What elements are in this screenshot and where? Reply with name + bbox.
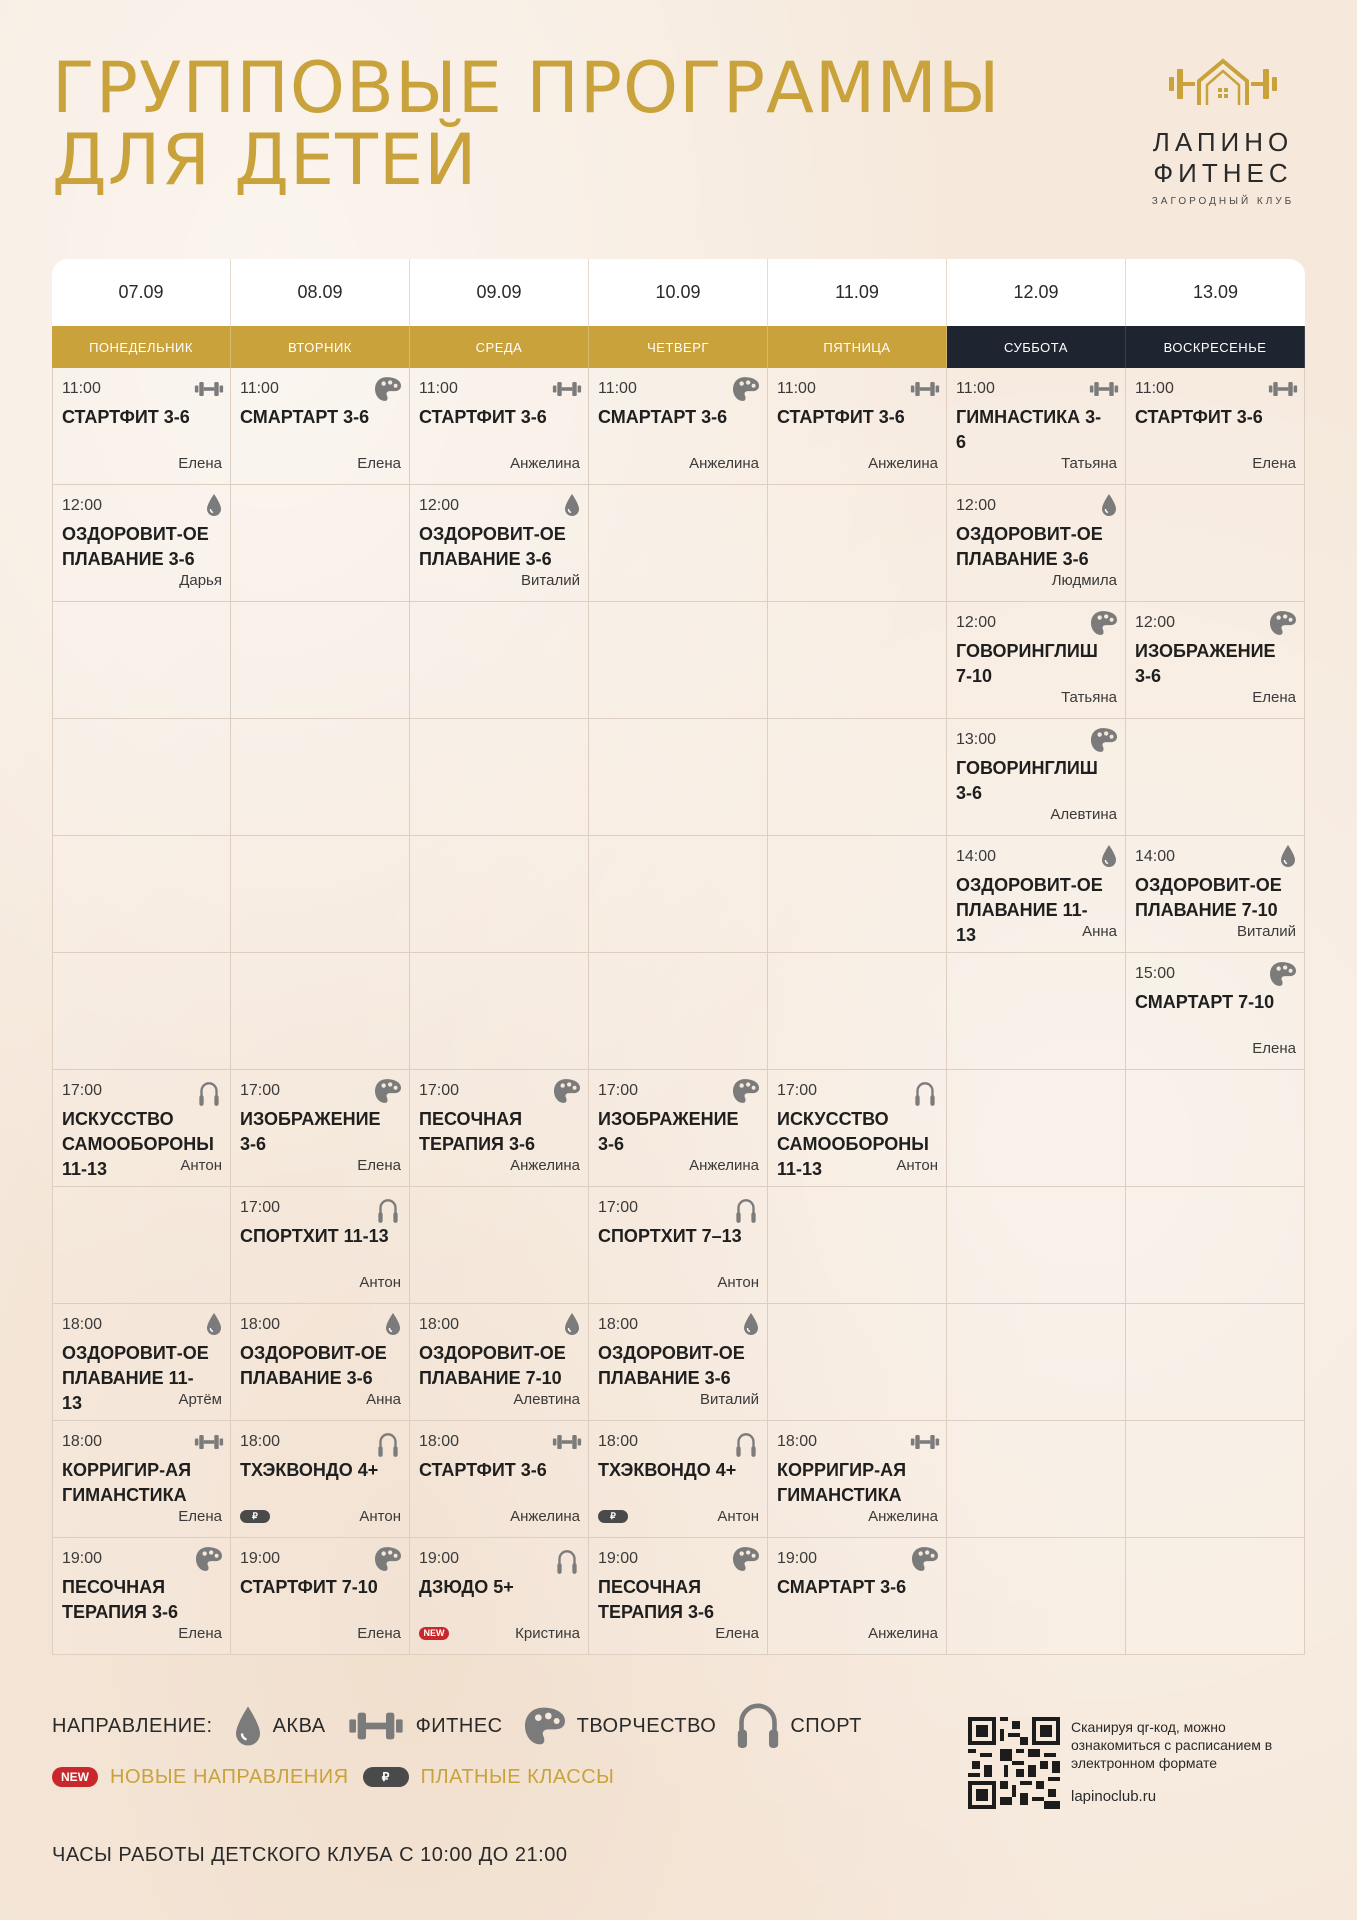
empty-cell: [1126, 1070, 1305, 1187]
website-link[interactable]: lapinoclub.ru: [1071, 1788, 1157, 1805]
drop-icon: [194, 493, 224, 519]
logo-text-1: ЛАПИНО: [1152, 127, 1294, 157]
new-badge: NEW: [419, 1627, 449, 1640]
empty-cell: [768, 719, 947, 836]
class-title: ОЗДОРОВИТ-ОЕ ПЛАВАНИЕ 3-6: [62, 524, 209, 569]
palette-icon: [373, 1078, 403, 1104]
empty-cell: [231, 836, 410, 953]
date-header: 11.09: [768, 259, 947, 326]
class-card[interactable]: [589, 1187, 768, 1304]
class-time: 18:00: [62, 1433, 103, 1450]
class-card[interactable]: [589, 1070, 768, 1187]
class-trainer: Елена: [357, 1157, 401, 1174]
class-time: 18:00: [419, 1316, 460, 1333]
class-trainer: Елена: [357, 455, 401, 472]
class-title: ОЗДОРОВИТ-ОЕ ПЛАВАНИЕ 3-6: [240, 1343, 387, 1388]
dumbbell-icon: [552, 376, 582, 402]
class-time: 15:00: [1135, 965, 1176, 982]
class-card[interactable]: [947, 602, 1126, 719]
empty-cell: [231, 602, 410, 719]
class-card[interactable]: [1126, 953, 1305, 1070]
class-title: ПЕСОЧНАЯ ТЕРАПИЯ 3-6: [62, 1577, 179, 1622]
drop-icon: [194, 1312, 224, 1338]
class-title: СМАРТАРТ 3-6: [777, 1577, 907, 1597]
legend: [52, 1700, 952, 1860]
headphones-icon: [731, 1429, 761, 1455]
class-trainer: Виталий: [1237, 923, 1296, 940]
class-trainer: Виталий: [521, 572, 580, 589]
class-title: ОЗДОРОВИТ-ОЕ ПЛАВАНИЕ 11-13: [62, 1343, 209, 1413]
class-trainer: Алевтина: [513, 1391, 580, 1408]
logo-text-2: ФИТНЕС: [1153, 158, 1293, 188]
empty-cell: [589, 719, 768, 836]
class-title: ИСКУССТВО САМООБОРОНЫ 11-13: [777, 1109, 929, 1179]
class-trainer: Елена: [1252, 689, 1296, 706]
empty-cell: [1126, 1304, 1305, 1421]
class-card[interactable]: [410, 1304, 589, 1421]
class-trainer: Татьяна: [1061, 689, 1117, 706]
legend-aqua: [233, 1703, 326, 1749]
class-time: 11:00: [1135, 380, 1174, 397]
date-header: 07.09: [52, 259, 231, 326]
legend-fitness-label: ФИТНЕС: [415, 1714, 503, 1737]
dumbbell-icon: [1268, 376, 1298, 402]
class-card[interactable]: [947, 836, 1126, 953]
class-trainer: Антон: [359, 1508, 401, 1525]
class-title: ОЗДОРОВИТ-ОЕ ПЛАВАНИЕ 3-6: [419, 524, 566, 569]
class-card[interactable]: [1126, 602, 1305, 719]
class-time: 19:00: [62, 1550, 103, 1567]
class-title: СТАРТФИТ 3-6: [62, 407, 190, 427]
class-trainer: Анжелина: [510, 1508, 580, 1525]
empty-cell: [52, 836, 231, 953]
class-time: 12:00: [956, 614, 997, 631]
schedule-grid: [52, 259, 1305, 1659]
class-time: 12:00: [62, 497, 103, 514]
drop-icon: [1089, 493, 1119, 519]
class-title: СМАРТАРТ 7-10: [1135, 992, 1275, 1012]
class-title: СТАРТФИТ 3-6: [777, 407, 905, 427]
class-trainer: Елена: [357, 1625, 401, 1642]
class-title: ИЗОБРАЖЕНИЕ 3-6: [598, 1109, 739, 1154]
palette-icon: [731, 1078, 761, 1104]
palette-icon: [523, 1706, 567, 1746]
empty-cell: [589, 836, 768, 953]
headphones-icon: [373, 1195, 403, 1221]
class-trainer: Анжелина: [510, 455, 580, 472]
class-title: ТХЭКВОНДО 4+: [598, 1460, 737, 1480]
empty-cell: [410, 719, 589, 836]
dumbbell-icon: [346, 1711, 406, 1741]
class-time: 12:00: [419, 497, 460, 514]
class-title: СТАРТФИТ 3-6: [419, 1460, 547, 1480]
class-trainer: Анжелина: [510, 1157, 580, 1174]
empty-cell: [768, 1187, 947, 1304]
class-card[interactable]: [410, 368, 589, 485]
dumbbell-icon: [194, 1429, 224, 1455]
qr-description: Сканируя qr-код, можно ознакомиться с расписанием в электронном формате: [1071, 1719, 1273, 1771]
class-time: 17:00: [240, 1199, 281, 1216]
class-trainer: Алевтина: [1050, 806, 1117, 823]
class-card[interactable]: [231, 368, 410, 485]
class-title: ГОВОРИНГЛИШ 3-6: [956, 758, 1098, 803]
empty-cell: [1126, 1421, 1305, 1538]
empty-cell: [231, 485, 410, 602]
empty-cell: [410, 953, 589, 1070]
class-card[interactable]: [768, 1070, 947, 1187]
legend-creative-label: ТВОРЧЕСТВО: [576, 1714, 717, 1737]
class-trainer: Анна: [366, 1391, 401, 1408]
paid-badge: ₽: [240, 1510, 270, 1523]
class-time: 19:00: [598, 1550, 639, 1567]
class-time: 11:00: [62, 380, 101, 397]
date-header: 10.09: [589, 259, 768, 326]
class-title: ОЗДОРОВИТ-ОЕ ПЛАВАНИЕ 7-10: [1135, 875, 1282, 920]
palette-icon: [731, 376, 761, 402]
class-trainer: Елена: [178, 455, 222, 472]
class-trainer: Антон: [180, 1157, 222, 1174]
empty-cell: [1126, 1187, 1305, 1304]
class-trainer: Елена: [715, 1625, 759, 1642]
class-card[interactable]: [52, 1538, 231, 1655]
class-trainer: Елена: [178, 1508, 222, 1525]
class-title: СМАРТАРТ 3-6: [598, 407, 728, 427]
class-time: 11:00: [419, 380, 458, 397]
club-logo: [1128, 55, 1318, 207]
paid-label: ПЛАТНЫЕ КЛАССЫ: [420, 1765, 615, 1788]
new-label: НОВЫЕ НАПРАВЛЕНИЯ: [110, 1765, 349, 1788]
class-time: 18:00: [598, 1433, 639, 1450]
legend-badges: [52, 1762, 614, 1792]
headphones-icon: [373, 1429, 403, 1455]
empty-cell: [231, 719, 410, 836]
class-card[interactable]: [231, 1304, 410, 1421]
date-header: 13.09: [1126, 259, 1305, 326]
class-title: СПОРТХИТ 7–13: [598, 1226, 742, 1246]
day-header: ПОНЕДЕЛЬНИК: [52, 326, 231, 368]
class-time: 19:00: [777, 1550, 818, 1567]
empty-cell: [947, 1538, 1126, 1655]
class-trainer: Дарья: [179, 572, 222, 589]
palette-icon: [1089, 610, 1119, 636]
legend-label: НАПРАВЛЕНИЕ:: [52, 1714, 213, 1737]
class-title: ДЗЮДО 5+: [419, 1577, 514, 1597]
palette-icon: [1089, 727, 1119, 753]
class-title: ОЗДОРОВИТ-ОЕ ПЛАВАНИЕ 3-6: [598, 1343, 745, 1388]
class-time: 18:00: [419, 1433, 460, 1450]
empty-cell: [589, 485, 768, 602]
paid-badge: ₽: [363, 1767, 409, 1787]
class-trainer: Анжелина: [868, 1625, 938, 1642]
class-time: 17:00: [777, 1082, 818, 1099]
empty-cell: [1126, 1538, 1305, 1655]
class-time: 11:00: [598, 380, 637, 397]
drop-icon: [552, 1312, 582, 1338]
empty-cell: [947, 1187, 1126, 1304]
empty-cell: [947, 1070, 1126, 1187]
day-header: СУББОТА: [947, 326, 1126, 368]
empty-cell: [589, 602, 768, 719]
class-title: СМАРТАРТ 3-6: [240, 407, 370, 427]
class-time: 17:00: [419, 1082, 460, 1099]
day-header: ВТОРНИК: [231, 326, 410, 368]
paid-badge: ₽: [598, 1510, 628, 1523]
drop-icon: [731, 1312, 761, 1338]
empty-cell: [231, 953, 410, 1070]
class-time: 19:00: [240, 1550, 281, 1567]
class-card[interactable]: [1126, 836, 1305, 953]
class-time: 11:00: [240, 380, 279, 397]
dumbbell-icon: [910, 1429, 940, 1455]
empty-cell: [768, 485, 947, 602]
empty-cell: [768, 1304, 947, 1421]
class-title: ИЗОБРАЖЕНИЕ 3-6: [240, 1109, 381, 1154]
class-title: ПЕСОЧНАЯ ТЕРАПИЯ 3-6: [598, 1577, 715, 1622]
class-time: 11:00: [777, 380, 816, 397]
headphones-icon: [194, 1078, 224, 1104]
day-header: СРЕДА: [410, 326, 589, 368]
class-time: 18:00: [240, 1316, 281, 1333]
empty-cell: [947, 1421, 1126, 1538]
class-trainer: Анжелина: [689, 455, 759, 472]
class-time: 17:00: [598, 1082, 639, 1099]
palette-icon: [194, 1546, 224, 1572]
class-card[interactable]: [768, 1421, 947, 1538]
qr-code[interactable]: [968, 1717, 1060, 1809]
drop-icon: [233, 1703, 263, 1749]
class-title: ИСКУССТВО САМООБОРОНЫ 11-13: [62, 1109, 214, 1179]
class-trainer: Антон: [359, 1274, 401, 1291]
class-trainer: Анна: [1082, 923, 1117, 940]
dumbbell-icon: [910, 376, 940, 402]
title-line-2: ДЛЯ ДЕТЕЙ: [52, 119, 478, 201]
dumbbell-icon: [1089, 376, 1119, 402]
class-card[interactable]: [410, 485, 589, 602]
class-trainer: Елена: [1252, 455, 1296, 472]
class-card[interactable]: [1126, 368, 1305, 485]
palette-icon: [910, 1546, 940, 1572]
empty-cell: [52, 719, 231, 836]
class-time: 12:00: [956, 497, 997, 514]
class-card[interactable]: [52, 1070, 231, 1187]
empty-cell: [52, 953, 231, 1070]
class-trainer: Анжелина: [689, 1157, 759, 1174]
empty-cell: [410, 602, 589, 719]
class-title: ГОВОРИНГЛИШ 7-10: [956, 641, 1098, 686]
class-time: 14:00: [956, 848, 997, 865]
palette-icon: [731, 1546, 761, 1572]
class-card[interactable]: [410, 1421, 589, 1538]
date-header: 12.09: [947, 259, 1126, 326]
palette-icon: [373, 1546, 403, 1572]
class-card[interactable]: [52, 1421, 231, 1538]
class-title: ТХЭКВОНДО 4+: [240, 1460, 379, 1480]
legend-sport: [736, 1700, 862, 1752]
class-card[interactable]: [947, 719, 1126, 836]
class-time: 12:00: [1135, 614, 1176, 631]
class-title: СТАРТФИТ 3-6: [419, 407, 547, 427]
empty-cell: [52, 1187, 231, 1304]
headphones-icon: [731, 1195, 761, 1221]
class-title: ОЗДОРОВИТ-ОЕ ПЛАВАНИЕ 3-6: [956, 524, 1103, 569]
class-trainer: Антон: [717, 1274, 759, 1291]
class-trainer: Елена: [1252, 1040, 1296, 1057]
class-card[interactable]: [52, 485, 231, 602]
class-trainer: Антон: [896, 1157, 938, 1174]
class-title: ИЗОБРАЖЕНИЕ 3-6: [1135, 641, 1276, 686]
day-header: ПЯТНИЦА: [768, 326, 947, 368]
empty-cell: [768, 836, 947, 953]
club-hours: ЧАСЫ РАБОТЫ ДЕТСКОГО КЛУБА С 10:00 ДО 21:00: [52, 1844, 568, 1866]
class-card[interactable]: [231, 1187, 410, 1304]
empty-cell: [1126, 485, 1305, 602]
empty-cell: [1126, 719, 1305, 836]
drop-icon: [552, 493, 582, 519]
logo-subtitle: ЗАГОРОДНЫЙ КЛУБ: [1151, 196, 1295, 207]
class-trainer: Артём: [178, 1391, 222, 1408]
class-title: СТАРТФИТ 7-10: [240, 1577, 378, 1597]
palette-icon: [1268, 961, 1298, 987]
class-card[interactable]: [231, 1421, 410, 1538]
empty-cell: [410, 1187, 589, 1304]
class-trainer: Анжелина: [868, 1508, 938, 1525]
class-title: СПОРТХИТ 11-13: [240, 1226, 389, 1246]
class-title: СТАРТФИТ 3-6: [1135, 407, 1263, 427]
class-card[interactable]: [52, 368, 231, 485]
palette-icon: [552, 1078, 582, 1104]
headphones-icon: [910, 1078, 940, 1104]
class-title: КОРРИГИР-АЯ ГИМАНСТИКА: [777, 1460, 907, 1505]
legend-directions: [52, 1700, 862, 1752]
day-header: ЧЕТВЕРГ: [589, 326, 768, 368]
class-title: КОРРИГИР-АЯ ГИМАНСТИКА: [62, 1460, 192, 1505]
page-title: [52, 47, 1001, 201]
palette-icon: [373, 376, 403, 402]
class-card[interactable]: [410, 1538, 589, 1655]
empty-cell: [52, 602, 231, 719]
class-time: 18:00: [598, 1316, 639, 1333]
class-trainer: Антон: [717, 1508, 759, 1525]
day-header: ВОСКРЕСЕНЬЕ: [1126, 326, 1305, 368]
date-header: 09.09: [410, 259, 589, 326]
dumbbell-icon: [552, 1429, 582, 1455]
class-trainer: Татьяна: [1061, 455, 1117, 472]
class-card[interactable]: [410, 1070, 589, 1187]
title-line-1: ГРУППОВЫЕ ПРОГРАММЫ: [52, 47, 1001, 129]
dumbbell-icon: [194, 376, 224, 402]
class-time: 17:00: [598, 1199, 639, 1216]
class-trainer: Елена: [178, 1625, 222, 1642]
class-card[interactable]: [231, 1070, 410, 1187]
class-card[interactable]: [947, 485, 1126, 602]
class-card[interactable]: [231, 1538, 410, 1655]
drop-icon: [1268, 844, 1298, 870]
drop-icon: [1089, 844, 1119, 870]
class-time: 11:00: [956, 380, 995, 397]
class-time: 13:00: [956, 731, 997, 748]
headphones-icon: [552, 1546, 582, 1572]
new-badge: NEW: [52, 1767, 98, 1787]
class-trainer: Анжелина: [868, 455, 938, 472]
empty-cell: [768, 953, 947, 1070]
class-card[interactable]: [589, 1538, 768, 1655]
class-time: 19:00: [419, 1550, 460, 1567]
date-header: 08.09: [231, 259, 410, 326]
legend-aqua-label: АКВА: [272, 1714, 326, 1737]
class-card[interactable]: [589, 368, 768, 485]
class-time: 14:00: [1135, 848, 1176, 865]
class-time: 18:00: [62, 1316, 103, 1333]
class-card[interactable]: [589, 1304, 768, 1421]
class-time: 18:00: [777, 1433, 818, 1450]
class-card[interactable]: [52, 1304, 231, 1421]
class-time: 17:00: [240, 1082, 281, 1099]
legend-sport-label: СПОРТ: [790, 1714, 862, 1737]
class-trainer: Виталий: [700, 1391, 759, 1408]
class-title: ОЗДОРОВИТ-ОЕ ПЛАВАНИЕ 11-13: [956, 875, 1103, 945]
class-card[interactable]: [768, 1538, 947, 1655]
empty-cell: [768, 602, 947, 719]
drop-icon: [373, 1312, 403, 1338]
class-card[interactable]: [947, 368, 1126, 485]
class-card[interactable]: [768, 368, 947, 485]
house-dumbbell-logo-icon: [1167, 55, 1279, 109]
class-time: 18:00: [240, 1433, 281, 1450]
legend-creative: [523, 1706, 717, 1746]
class-title: ГИМНАСТИКА 3-6: [956, 407, 1102, 452]
class-title: ОЗДОРОВИТ-ОЕ ПЛАВАНИЕ 7-10: [419, 1343, 566, 1388]
headphones-icon: [736, 1700, 780, 1752]
empty-cell: [947, 953, 1126, 1070]
class-trainer: Людмила: [1051, 572, 1117, 589]
empty-cell: [410, 836, 589, 953]
class-title: ПЕСОЧНАЯ ТЕРАПИЯ 3-6: [419, 1109, 536, 1154]
palette-icon: [1268, 610, 1298, 636]
class-trainer: Кристина: [515, 1625, 580, 1642]
class-card[interactable]: [589, 1421, 768, 1538]
legend-fitness: [346, 1711, 503, 1741]
class-time: 17:00: [62, 1082, 103, 1099]
empty-cell: [589, 953, 768, 1070]
empty-cell: [947, 1304, 1126, 1421]
